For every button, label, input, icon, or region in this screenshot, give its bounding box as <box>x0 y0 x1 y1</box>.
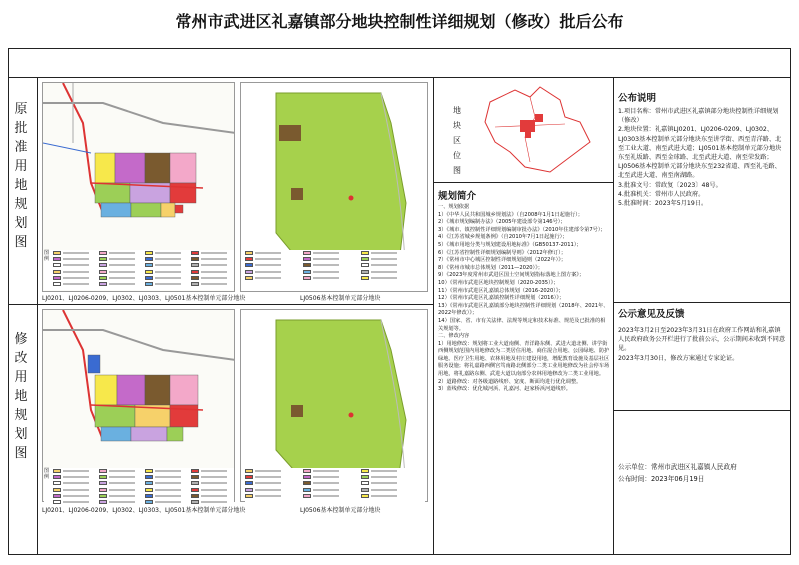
legend-label-placeholder <box>63 495 89 497</box>
legend-swatch <box>303 469 311 473</box>
legend-swatch <box>53 494 61 498</box>
legend-swatch <box>191 270 199 274</box>
legend-swatch <box>191 488 199 492</box>
legend-label-placeholder <box>63 470 89 472</box>
legend-label-placeholder <box>63 258 89 260</box>
overview-line: 2）道路修改：对各级道路线形、宽度、断面均进行优化调整。 <box>438 378 582 385</box>
legend-swatch <box>53 481 61 485</box>
legend-label-placeholder <box>255 482 281 484</box>
overview-line: 14）国家、省、市有关法律、法规等规定和技术标准、规范及已批准的相关规划等。 <box>438 317 606 332</box>
legend-label-placeholder <box>201 252 227 254</box>
legend-label-placeholder <box>109 476 135 478</box>
legend-label-placeholder <box>155 470 181 472</box>
legend-label-placeholder <box>109 283 135 285</box>
legend-label-placeholder <box>63 277 89 279</box>
divider <box>613 77 614 555</box>
legend-label-placeholder <box>155 258 181 260</box>
overview-line: 二、修改内容 <box>438 333 470 340</box>
legend-swatch <box>53 270 61 274</box>
legend-swatch <box>303 276 311 280</box>
legend-label-placeholder <box>201 495 227 497</box>
divider <box>613 410 791 411</box>
legend-label-placeholder <box>63 476 89 478</box>
legend-swatch <box>191 469 199 473</box>
row-label-revised <box>12 330 30 463</box>
legend-label-placeholder <box>201 489 227 491</box>
announcement-heading: 公布说明 <box>618 93 657 104</box>
legend-swatch <box>245 494 253 498</box>
legend-label-placeholder <box>155 277 181 279</box>
legend-swatch <box>53 257 61 261</box>
legend-label-placeholder <box>63 271 89 273</box>
legend-swatch <box>361 270 369 274</box>
legend-swatch <box>361 263 369 267</box>
legend-label-placeholder <box>313 495 339 497</box>
legend-label-placeholder <box>63 252 89 254</box>
publishing-unit: 公示单位：常州市武进区礼嘉镇人民政府 <box>618 463 737 471</box>
legend-swatch <box>145 257 153 261</box>
legend-label-placeholder <box>313 264 339 266</box>
legend-label-placeholder <box>371 252 397 254</box>
revised-right-caption: LJ0506基本控制单元部分地块 <box>300 507 381 514</box>
legend-label-placeholder <box>63 283 89 285</box>
feedback-line: 2023年3月2日至2023年3月31日在政府工作网站和礼嘉镇人民政府政务公开栏进行了批前公示，公示期间未收到不同意见。 <box>618 327 786 353</box>
legend-label-placeholder <box>371 258 397 260</box>
legend-label-placeholder <box>109 482 135 484</box>
legend-item <box>361 493 417 499</box>
legend-label-placeholder <box>109 258 135 260</box>
divider <box>37 77 38 555</box>
legend-swatch <box>145 481 153 485</box>
legend-swatch <box>361 494 369 498</box>
legend-swatch <box>361 251 369 255</box>
announcement-line: 1.项目名称：常州市武进区礼嘉镇部分地块控制性详细规划（修改） <box>618 108 779 125</box>
legend-swatch <box>99 494 107 498</box>
announcement-line: 4.批准机关：常州市人民政府。 <box>618 190 705 198</box>
legend-swatch <box>245 251 253 255</box>
legend-label-placeholder <box>109 277 135 279</box>
overview-line: 2）《城市规划编制办法》（2005年建设部令第146号）； <box>438 219 566 226</box>
overview-line: 1）《中华人民共和国城乡规划法》（自2008年1月1日起施行）； <box>438 211 583 218</box>
legend-label-placeholder <box>255 252 281 254</box>
legend-swatch <box>191 475 199 479</box>
divider <box>613 302 791 303</box>
legend-swatch <box>191 257 199 261</box>
overview-line: 1）用地修改：规划将工业大道南侧、青洋路东侧、武进大道北侧、讲学街西侧规划范围内用地修改为二类居住用地、商住混合用地、公园绿地、防护绿地、医疗卫生用地、农林用地及村庄建设用地，增配教育设施及基层社区服务设施；将礼嘉路西侧宫笃南路北侧部分二类工业用地修改为社会停车场用地，将礼嘉路东侧、武进大道以南部分农林用地修改为二类工业用地。 <box>438 340 610 378</box>
legend-item <box>245 275 301 281</box>
original-left-caption: LJ0201、LJ0206-0209、LJ0302、LJ0303、LJ0501基本控制单元部分地块 <box>42 295 246 302</box>
legend-item <box>53 281 97 287</box>
divider <box>8 77 791 78</box>
legend-label-placeholder <box>313 470 339 472</box>
legend-label-placeholder <box>371 482 397 484</box>
legend-swatch <box>361 257 369 261</box>
legend-label-placeholder <box>371 476 397 478</box>
legend-swatch <box>303 481 311 485</box>
location-map-label <box>452 103 462 178</box>
legend-swatch <box>245 481 253 485</box>
original-right-caption: LJ0506基本控制单元部分地块 <box>300 295 381 302</box>
legend-label-placeholder <box>255 264 281 266</box>
legend-label-placeholder <box>109 470 135 472</box>
legend-label-placeholder <box>155 501 181 503</box>
legend-item <box>303 493 359 499</box>
row-label-original-text: 原 批 准 用 地 规 划 图 <box>14 102 28 250</box>
legend-swatch <box>191 282 199 286</box>
location-map <box>470 82 608 178</box>
announcement-section <box>618 90 786 300</box>
original-legend <box>44 250 234 290</box>
legend-swatch <box>361 481 369 485</box>
legend-swatch <box>303 257 311 261</box>
legend-label-placeholder <box>201 258 227 260</box>
legend-swatch <box>99 488 107 492</box>
announcement-line: 5.批准时间：2023年5月19日。 <box>618 200 708 208</box>
feedback-heading: 公示意见及反馈 <box>618 309 685 320</box>
legend-label-placeholder <box>201 283 227 285</box>
divider <box>433 182 613 183</box>
legend-item <box>99 281 143 287</box>
legend-label-placeholder <box>109 252 135 254</box>
legend-swatch <box>303 488 311 492</box>
announcement-line: 3.批准文号：常政复〔2023〕48号。 <box>618 181 722 189</box>
legend-label-placeholder <box>255 476 281 478</box>
legend-label-placeholder <box>371 470 397 472</box>
revised-right-legend <box>245 468 425 506</box>
row-label-revised-text: 修 改 用 地 规 划 图 <box>14 332 28 461</box>
legend-label-placeholder <box>371 271 397 273</box>
legend-swatch <box>191 276 199 280</box>
legend-swatch <box>99 257 107 261</box>
original-right-legend <box>245 250 425 290</box>
legend-swatch <box>145 270 153 274</box>
revised-legend <box>44 468 234 506</box>
legend-label-placeholder <box>313 482 339 484</box>
legend-label-placeholder <box>155 283 181 285</box>
legend-swatch <box>99 263 107 267</box>
legend-swatch <box>53 263 61 267</box>
legend-swatch <box>145 500 153 504</box>
legend-swatch <box>245 257 253 261</box>
legend-label-placeholder <box>313 489 339 491</box>
legend-label-placeholder <box>255 271 281 273</box>
legend-swatch <box>245 270 253 274</box>
legend-swatch <box>99 469 107 473</box>
legend-label-placeholder <box>371 495 397 497</box>
legend-swatch <box>53 251 61 255</box>
legend-label-placeholder <box>155 271 181 273</box>
legend-label-placeholder <box>371 264 397 266</box>
legend-label-placeholder <box>109 271 135 273</box>
legend-label-placeholder <box>155 482 181 484</box>
feedback-section <box>618 306 786 406</box>
announcement-line: 2.地块位置：礼嘉镇LJ0201、LJ0206-0209、LJ0302、LJ0303基本控制单元部分地块东至讲学街、西至青洋路、北至工业大道、南至武进大道；LJ0501基本控制单元部分地块东至礼坂路、西至金球路、北至武进大道、南至荣发路；LJ0506基本控制单元部分地块东至232省道、西至礼毛路、北至武进大道、南至南湖路。 <box>618 126 782 180</box>
legend-swatch <box>53 469 61 473</box>
overview-line: 3）蓝线修改：优化城河浜、礼嘉河、赵家桥浜河道线形。 <box>438 386 571 393</box>
legend-label-placeholder <box>109 495 135 497</box>
revised-left-caption: LJ0201、LJ0206-0209、LJ0302、LJ0303、LJ0501基本控制单元部分地块 <box>42 507 246 514</box>
legend-swatch <box>145 251 153 255</box>
overview-line: 12）《常州市武进区礼嘉镇控制性详细规划（2016）》； <box>438 295 565 302</box>
page-title: 常州市武进区礼嘉镇部分地块控制性详细规划（修改）批后公布 <box>175 12 624 31</box>
legend-swatch <box>99 475 107 479</box>
legend-label-placeholder <box>109 501 135 503</box>
legend-swatch <box>191 481 199 485</box>
legend-swatch <box>99 251 107 255</box>
legend-label-placeholder <box>201 482 227 484</box>
legend-swatch <box>303 475 311 479</box>
legend-swatch <box>245 263 253 267</box>
location-map-graphic <box>470 82 608 178</box>
legend-label-placeholder <box>313 271 339 273</box>
legend-swatch <box>245 488 253 492</box>
legend-label-placeholder <box>201 476 227 478</box>
legend-swatch <box>303 494 311 498</box>
legend-swatch <box>303 270 311 274</box>
legend-swatch <box>191 494 199 498</box>
legend-label-placeholder <box>155 264 181 266</box>
legend-swatch <box>303 251 311 255</box>
legend-label-placeholder <box>255 470 281 472</box>
legend-label-placeholder <box>313 258 339 260</box>
legend-item <box>145 281 189 287</box>
legend-item <box>361 275 417 281</box>
divider <box>433 77 434 555</box>
legend-label-placeholder <box>109 264 135 266</box>
legend-label-placeholder <box>155 252 181 254</box>
legend-label-placeholder <box>255 495 281 497</box>
legend-swatch <box>145 469 153 473</box>
overview-heading: 规划简介 <box>438 191 477 202</box>
legend-label-placeholder <box>371 489 397 491</box>
legend-label-placeholder <box>63 489 89 491</box>
legend-label-placeholder <box>201 470 227 472</box>
overview-line: 8）《常州市城市总体规划（2011—2020）》； <box>438 264 543 271</box>
legend-swatch <box>191 251 199 255</box>
legend-label-placeholder <box>109 489 135 491</box>
legend-item <box>245 493 301 499</box>
legend-swatch <box>303 263 311 267</box>
legend-label-placeholder <box>155 476 181 478</box>
legend-label-placeholder <box>63 482 89 484</box>
feedback-line: 2023年3月30日，修改方案通过专家论证。 <box>618 354 739 362</box>
overview-line: 9）《2023年度常州市武进区国土空间规划指标落地上图方案》； <box>438 272 585 279</box>
overview-line: 5）《城市用地分类与规划建设用地标准》（GB50137-2011）； <box>438 241 582 248</box>
legend-swatch <box>145 494 153 498</box>
legend-title: 图例 <box>44 468 50 481</box>
legend-label-placeholder <box>313 476 339 478</box>
overview-line: 10）《常州市武进区地块控制规划（2020-2035）》； <box>438 279 559 286</box>
legend-label-placeholder <box>255 258 281 260</box>
legend-swatch <box>99 282 107 286</box>
legend-swatch <box>245 276 253 280</box>
legend-label-placeholder <box>255 489 281 491</box>
legend-title: 图例 <box>44 250 50 263</box>
legend-swatch <box>53 475 61 479</box>
legend-swatch <box>145 488 153 492</box>
legend-swatch <box>53 276 61 280</box>
legend-label-placeholder <box>255 277 281 279</box>
legend-swatch <box>361 276 369 280</box>
overview-line: 11）《常州市武进区礼嘉镇总体规划（2016-2020）》； <box>438 287 564 294</box>
legend-swatch <box>53 488 61 492</box>
legend-swatch <box>145 276 153 280</box>
legend-swatch <box>99 270 107 274</box>
legend-label-placeholder <box>201 264 227 266</box>
legend-swatch <box>245 469 253 473</box>
legend-swatch <box>245 475 253 479</box>
legend-swatch <box>191 263 199 267</box>
overview-line: 一、规划依据 <box>438 204 470 210</box>
legend-label-placeholder <box>155 489 181 491</box>
overview-line: 3）《城市、镇控制性详细规划编制审批办法》（2010年住建部令第7号）； <box>438 226 606 233</box>
row-label-original <box>12 100 30 252</box>
overview-line: 13）《常州市武进区礼嘉镇部分地块控制性详细规划（2018年、2021年、2022年修改）》； <box>438 302 609 317</box>
overview-line: 7）《常州市中心城区控制性详细规划通则（2022年）》； <box>438 257 567 264</box>
legend-label-placeholder <box>313 277 339 279</box>
legend-label-placeholder <box>155 495 181 497</box>
legend-swatch <box>99 500 107 504</box>
legend-swatch <box>361 488 369 492</box>
legend-swatch <box>99 276 107 280</box>
legend-item <box>303 275 359 281</box>
legend-label-placeholder <box>63 264 89 266</box>
legend-swatch <box>53 282 61 286</box>
legend-swatch <box>361 475 369 479</box>
legend-swatch <box>145 282 153 286</box>
overview-line: 6）《江苏省控制性详细规划编制导则》（2012年修订）； <box>438 249 567 256</box>
publishing-time: 公布时间：2023年06月19日 <box>618 475 705 483</box>
divider <box>8 304 433 305</box>
legend-swatch <box>145 475 153 479</box>
legend-label-placeholder <box>313 252 339 254</box>
legend-swatch <box>145 263 153 267</box>
legend-item <box>191 281 235 287</box>
legend-label-placeholder <box>371 277 397 279</box>
legend-label-placeholder <box>201 277 227 279</box>
plan-overview <box>438 188 610 508</box>
legend-label-placeholder <box>201 271 227 273</box>
legend-swatch <box>53 500 61 504</box>
overview-line: 4）《江苏省城乡规划条例》（自2010年7月1日起施行）； <box>438 234 568 241</box>
legend-swatch <box>191 500 199 504</box>
legend-label-placeholder <box>201 501 227 503</box>
legend-label-placeholder <box>63 501 89 503</box>
legend-swatch <box>361 469 369 473</box>
legend-swatch <box>99 481 107 485</box>
location-map-label-text: 地 块 区 位 图 <box>453 106 461 175</box>
